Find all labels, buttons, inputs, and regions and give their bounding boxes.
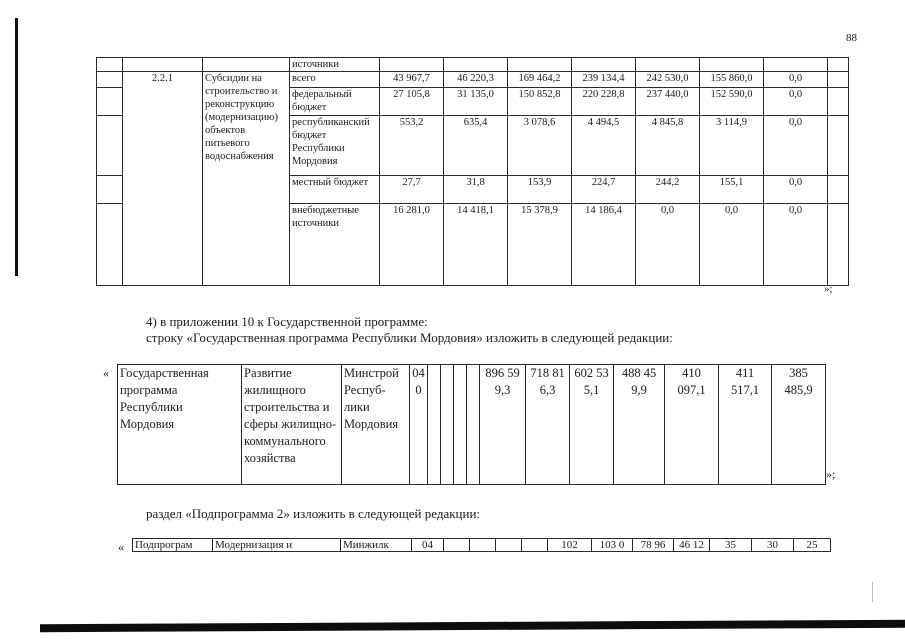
- table-cell: республиканский бюджет Республики Мордовия: [290, 116, 380, 176]
- table-cell: 242 530,0: [636, 72, 700, 88]
- table-cell: федеральный бюджет: [290, 88, 380, 116]
- table-cell: 0,0: [764, 116, 828, 176]
- opening-quote: «: [103, 366, 109, 380]
- paragraph-instruction: строку «Государственная программа Республики Мордовия» изложить в следующей редакции:: [146, 330, 673, 345]
- scan-speck: [872, 582, 873, 602]
- subsidy-table: [96, 57, 849, 286]
- table-cell: 0,0: [764, 204, 828, 286]
- table-cell: местный бюджет: [290, 176, 380, 204]
- table-cell: 150 852,8: [508, 88, 572, 116]
- table-cell: 14 418,1: [444, 204, 508, 286]
- table-cell: 169 464,2: [508, 72, 572, 88]
- table-cell: 78 96: [633, 539, 674, 552]
- table-cell: 27,7: [380, 176, 444, 204]
- table-cell: 152 590,0: [700, 88, 764, 116]
- table-cell: 237 440,0: [636, 88, 700, 116]
- table-row: [97, 72, 849, 88]
- table-cell: источники: [290, 58, 380, 72]
- table-cell: 224,7: [572, 176, 636, 204]
- table-cell: 30: [752, 539, 794, 552]
- paragraph-item-4: 4) в приложении 10 к Государственной программе:: [146, 314, 428, 329]
- table-cell: 43 967,7: [380, 72, 444, 88]
- closing-quote: »;: [826, 467, 836, 481]
- closing-quote: »;: [824, 283, 833, 295]
- table-cell: 46 220,3: [444, 72, 508, 88]
- table-cell: 14 186,4: [572, 204, 636, 286]
- table-cell: 31,8: [444, 176, 508, 204]
- table-cell: 46 12: [674, 539, 710, 552]
- subprogram-code: 04: [412, 539, 444, 552]
- program-subject: Развитие жилищного строительства и сферы жилищно-коммунального хозяйства: [242, 365, 342, 485]
- program-name: Государственная программа Республики Мордовия: [118, 365, 242, 485]
- program-table: [117, 364, 826, 485]
- table-cell: 220 228,8: [572, 88, 636, 116]
- paragraph-section: раздел «Подпрограмма 2» изложить в следующей редакции:: [146, 506, 481, 521]
- table-cell: 153,9: [508, 176, 572, 204]
- table-cell: 385 485,9: [772, 365, 826, 485]
- table-cell: 411 517,1: [719, 365, 772, 485]
- table-cell: 27 105,8: [380, 88, 444, 116]
- opening-quote: «: [118, 540, 124, 554]
- table-cell: 4 494,5: [572, 116, 636, 176]
- table-cell: 0,0: [636, 204, 700, 286]
- table-cell: 35: [710, 539, 752, 552]
- row-id: 2.2.1: [123, 72, 203, 286]
- table-cell: внебюджетные источники: [290, 204, 380, 286]
- table-cell: 635,4: [444, 116, 508, 176]
- table-cell: 602 53 5,1: [570, 365, 614, 485]
- table-row: [133, 539, 831, 552]
- table-cell: 896 59 9,3: [480, 365, 526, 485]
- table-cell: 488 45 9,9: [614, 365, 665, 485]
- row-title: Субсидии на строительство и реконструкцию (модернизацию) объектов питьевого водоснабжения: [203, 72, 290, 286]
- table-cell: 553,2: [380, 116, 444, 176]
- table-cell: 239 134,4: [572, 72, 636, 88]
- table-cell: 155,1: [700, 176, 764, 204]
- subprogram-ministry: Минжилк: [341, 539, 412, 552]
- scan-bottom-artifact: [40, 620, 905, 633]
- table-cell: 155 860,0: [700, 72, 764, 88]
- table-cell: 3 114,9: [700, 116, 764, 176]
- page-number: 88: [846, 32, 857, 44]
- table-cell: 0,0: [764, 72, 828, 88]
- table-cell: 102: [548, 539, 592, 552]
- table-cell: 25: [794, 539, 831, 552]
- subprogram-subject: Модернизация и: [213, 539, 341, 552]
- table-cell: 0,0: [764, 88, 828, 116]
- table-cell: 15 378,9: [508, 204, 572, 286]
- table-row: [118, 365, 826, 485]
- table-cell: 0,0: [764, 176, 828, 204]
- program-code: 04 0: [410, 365, 428, 485]
- table-cell: 3 078,6: [508, 116, 572, 176]
- table-cell: 31 135,0: [444, 88, 508, 116]
- table-cell: 103 0: [592, 539, 633, 552]
- table-cell: всего: [290, 72, 380, 88]
- table-cell: 410 097,1: [665, 365, 719, 485]
- table-cell: 244,2: [636, 176, 700, 204]
- table-cell: 718 81 6,3: [526, 365, 570, 485]
- table-cell: 4 845,8: [636, 116, 700, 176]
- table-cell: 0,0: [700, 204, 764, 286]
- scan-edge-artifact: [15, 18, 18, 276]
- table-cell: 16 281,0: [380, 204, 444, 286]
- subprogram-name: Подпрограм: [133, 539, 213, 552]
- program-ministry: Минстрой Респуб-лики Мордовия: [342, 365, 410, 485]
- subprogram-table: [132, 538, 831, 552]
- table-row: [97, 58, 849, 72]
